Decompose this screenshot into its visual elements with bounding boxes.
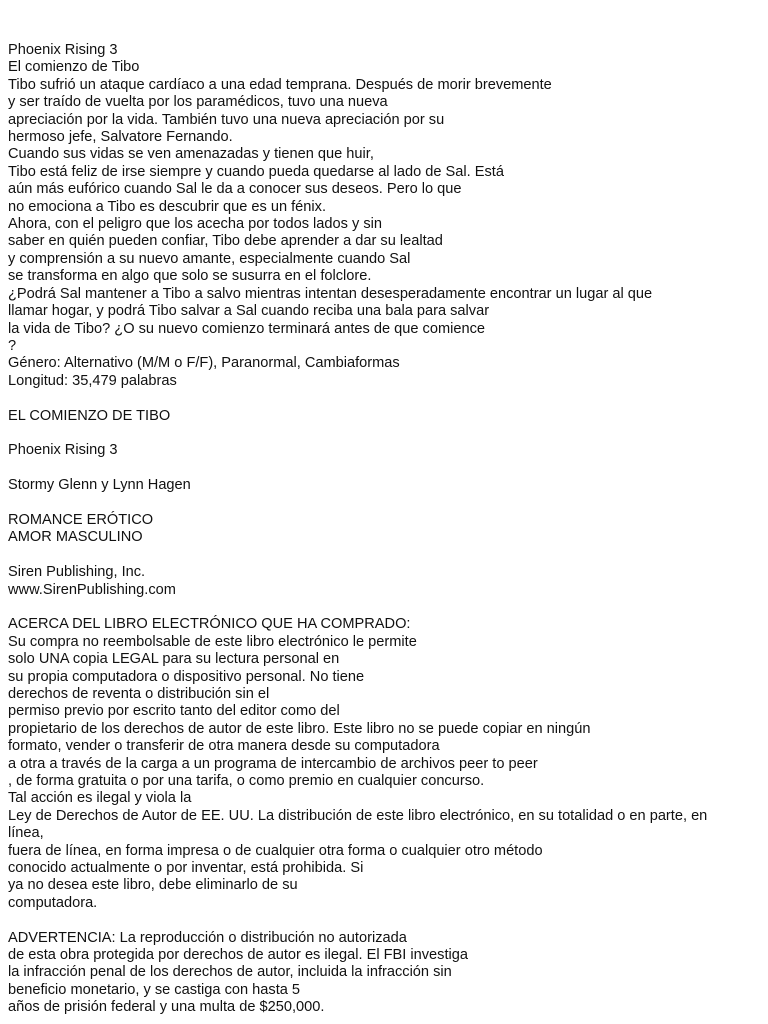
text-line: llamar hogar, y podrá Tibo salvar a Sal cuando reciba una bala para salvar bbox=[8, 303, 490, 320]
text-line: Stormy Glenn y Lynn Hagen bbox=[8, 477, 191, 494]
text-line: conocido actualmente o por inventar, está prohibida. Si bbox=[8, 860, 364, 876]
text-line: la infracción penal de los derechos de autor, incluida la infracción sin bbox=[8, 964, 452, 981]
text-line: apreciación por la vida. También tuvo una nueva apreciación por su bbox=[8, 111, 445, 128]
blank-line bbox=[8, 425, 756, 442]
text-line: beneficio monetario, y se castiga con hasta 5 bbox=[8, 981, 301, 998]
text-line: la vida de Tibo? ¿O su nuevo comienzo terminará antes de que comience bbox=[8, 320, 485, 337]
text-line: formato, vender o transferir de otra manera desde su computadora bbox=[8, 738, 440, 755]
text-line: Tibo está feliz de irse siempre y cuando pueda quedarse al lado de Sal. Está bbox=[8, 163, 504, 180]
text-line: ya no desea este libro, debe eliminarlo de su bbox=[8, 877, 298, 894]
blank-line bbox=[8, 599, 756, 616]
text-line: su propia computadora o dispositivo personal. No tiene bbox=[8, 668, 365, 685]
text-line: Su compra no reembolsable de este libro electrónico le permite bbox=[8, 633, 417, 650]
document-body bbox=[8, 42, 756, 1017]
text-line: años de prisión federal y una multa de $250,000. bbox=[8, 999, 325, 1016]
text-line: ROMANCE ERÓTICO bbox=[8, 511, 154, 528]
text-line: y ser traído de vuelta por los paramédicos, tuvo una nueva bbox=[8, 94, 388, 111]
text-line: propietario de los derechos de autor de este libro. Este libro no se puede copiar en ningún bbox=[8, 720, 591, 737]
text-line: Siren Publishing, Inc. bbox=[8, 564, 146, 581]
text-line: de esta obra protegida por derechos de autor es ilegal. El FBI investiga bbox=[8, 947, 468, 964]
blank-line bbox=[8, 912, 756, 929]
text-line: hermoso jefe, Salvatore Fernando. bbox=[8, 129, 233, 146]
blank-line bbox=[8, 547, 756, 564]
text-line: permiso previo por escrito tanto del editor como del bbox=[8, 703, 340, 720]
text-line: no emociona a Tibo es descubrir que es un fénix. bbox=[8, 198, 327, 215]
text-line: EL COMIENZO DE TIBO bbox=[8, 407, 171, 424]
text-line: a otra a través de la carga a un programa de intercambio de archivos peer to peer bbox=[8, 755, 538, 772]
text-line: derechos de reventa o distribución sin el bbox=[8, 685, 270, 702]
text-line: www.SirenPublishing.com bbox=[8, 581, 176, 598]
blank-line bbox=[8, 460, 756, 477]
text-line: Tibo sufrió un ataque cardíaco a una edad temprana. Después de morir brevemente bbox=[8, 76, 552, 93]
text-line: ? bbox=[8, 337, 17, 354]
text-line: Phoenix Rising 3 bbox=[8, 442, 118, 459]
text-line: línea, bbox=[8, 825, 44, 842]
text-line: ¿Podrá Sal mantener a Tibo a salvo mientras intentan desesperadamente encontrar un lugar al que bbox=[8, 285, 653, 302]
blank-line bbox=[8, 390, 756, 407]
text-line: solo UNA copia LEGAL para su lectura personal en bbox=[8, 651, 340, 668]
text-line: Cuando sus vidas se ven amenazadas y tienen que huir, bbox=[8, 146, 374, 163]
text-line: Phoenix Rising 3 bbox=[8, 42, 118, 58]
text-line: AMOR MASCULINO bbox=[8, 529, 143, 546]
text-line: Ahora, con el peligro que los acecha por todos lados y sin bbox=[8, 216, 382, 233]
text-line: ADVERTENCIA: La reproducción o distribución no autorizada bbox=[8, 929, 407, 946]
text-line: ACERCA DEL LIBRO ELECTRÓNICO QUE HA COMPRADO: bbox=[8, 616, 411, 633]
text-line: Tal acción es ilegal y viola la bbox=[8, 790, 192, 807]
text-line: aún más eufórico cuando Sal le da a conocer sus deseos. Pero lo que bbox=[8, 181, 462, 198]
text-line: Género: Alternativo (M/M o F/F), Paranormal, Cambiaformas bbox=[8, 355, 400, 372]
text-line: Ley de Derechos de Autor de EE. UU. La distribución de este libro electrónico, en su totalidad o en parte, en bbox=[8, 807, 708, 824]
text-line: y comprensión a su nuevo amante, especialmente cuando Sal bbox=[8, 250, 411, 267]
blank-line bbox=[8, 495, 756, 512]
text-line: , de forma gratuita o por una tarifa, o como premio en cualquier concurso. bbox=[8, 772, 485, 789]
text-line: saber en quién pueden confiar, Tibo debe aprender a dar su lealtad bbox=[8, 233, 443, 250]
text-line: fuera de línea, en forma impresa o de cualquier otra forma o cualquier otro método bbox=[8, 842, 543, 859]
text-line: Longitud: 35,479 palabras bbox=[8, 372, 177, 389]
text-line: El comienzo de Tibo bbox=[8, 59, 140, 76]
text-line: computadora. bbox=[8, 894, 98, 911]
text-line: se transforma en algo que solo se susurra en el folclore. bbox=[8, 268, 372, 285]
